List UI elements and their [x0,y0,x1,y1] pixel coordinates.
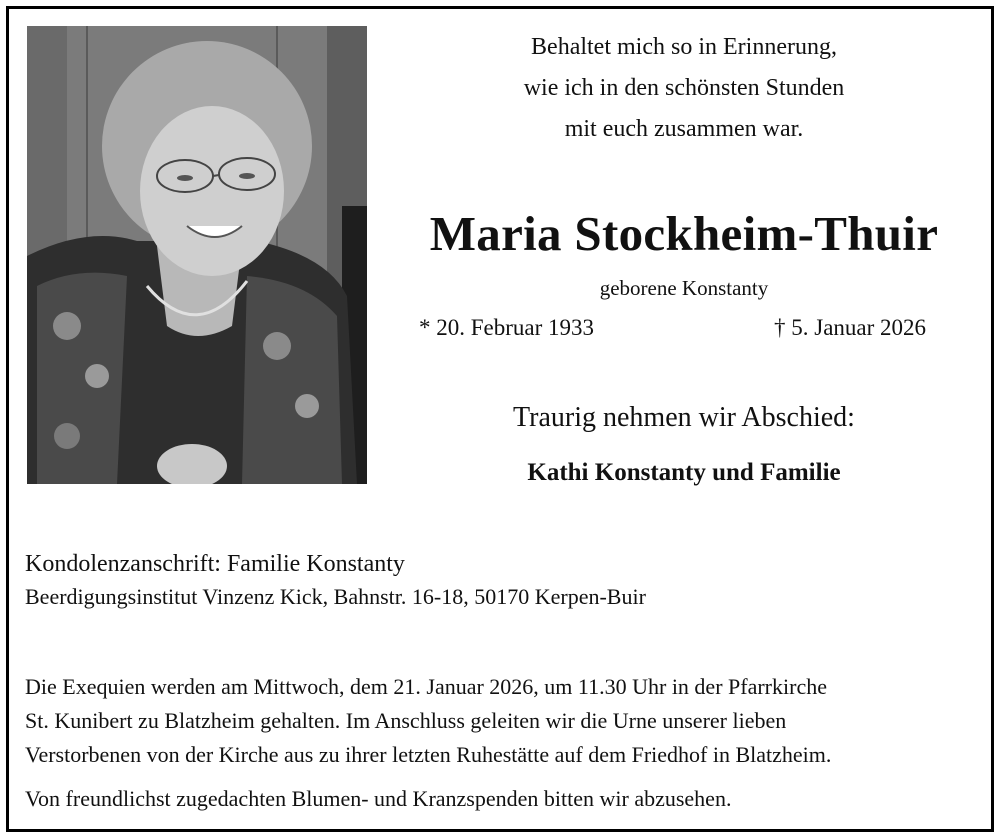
condolence-address: Beerdigungsinstitut Vinzenz Kick, Bahnstr. 16-18, 50170 Kerpen-Buir [25,584,646,609]
farewell-heading: Traurig nehmen wir Abschied: [513,402,855,433]
funeral-service-notice [25,670,985,772]
service-line: Verstorbenen von der Kirche aus zu ihrer letzten Ruhestätte auf dem Friedhof in Blatzheim. [25,742,832,767]
maiden-name: geborene Konstanty [599,276,769,300]
service-line: Die Exequien werden am Mittwoch, dem 21. Januar 2026, um 11.30 Uhr in der Pfarrkirche [25,674,827,699]
birth-date: * 20. Februar 1933 [419,315,595,340]
deceased-name: Maria Stockheim-Thuir [429,206,939,261]
condolence-address-title: Kondolenzanschrift: Familie Konstanty [25,551,405,577]
mourner-family: Kathi Konstanty und Familie [527,459,841,486]
service-line: St. Kunibert zu Blatzheim gehalten. Im Anschluss geleiten wir die Urne unserer lieben [25,708,787,733]
flowers-note: Von freundlichst zugedachten Blumen- und Kranzspenden bitten wir abzusehen. [25,786,732,811]
poem-line: mit euch zusammen war. [564,116,804,142]
portrait-photo [27,26,367,484]
death-date: † 5. Januar 2026 [774,315,927,340]
obituary-frame [6,6,994,832]
memorial-poem [389,27,979,150]
poem-line: Behaltet mich so in Erinnerung, [531,34,837,60]
poem-line: wie ich in den schönsten Stunden [523,75,845,101]
